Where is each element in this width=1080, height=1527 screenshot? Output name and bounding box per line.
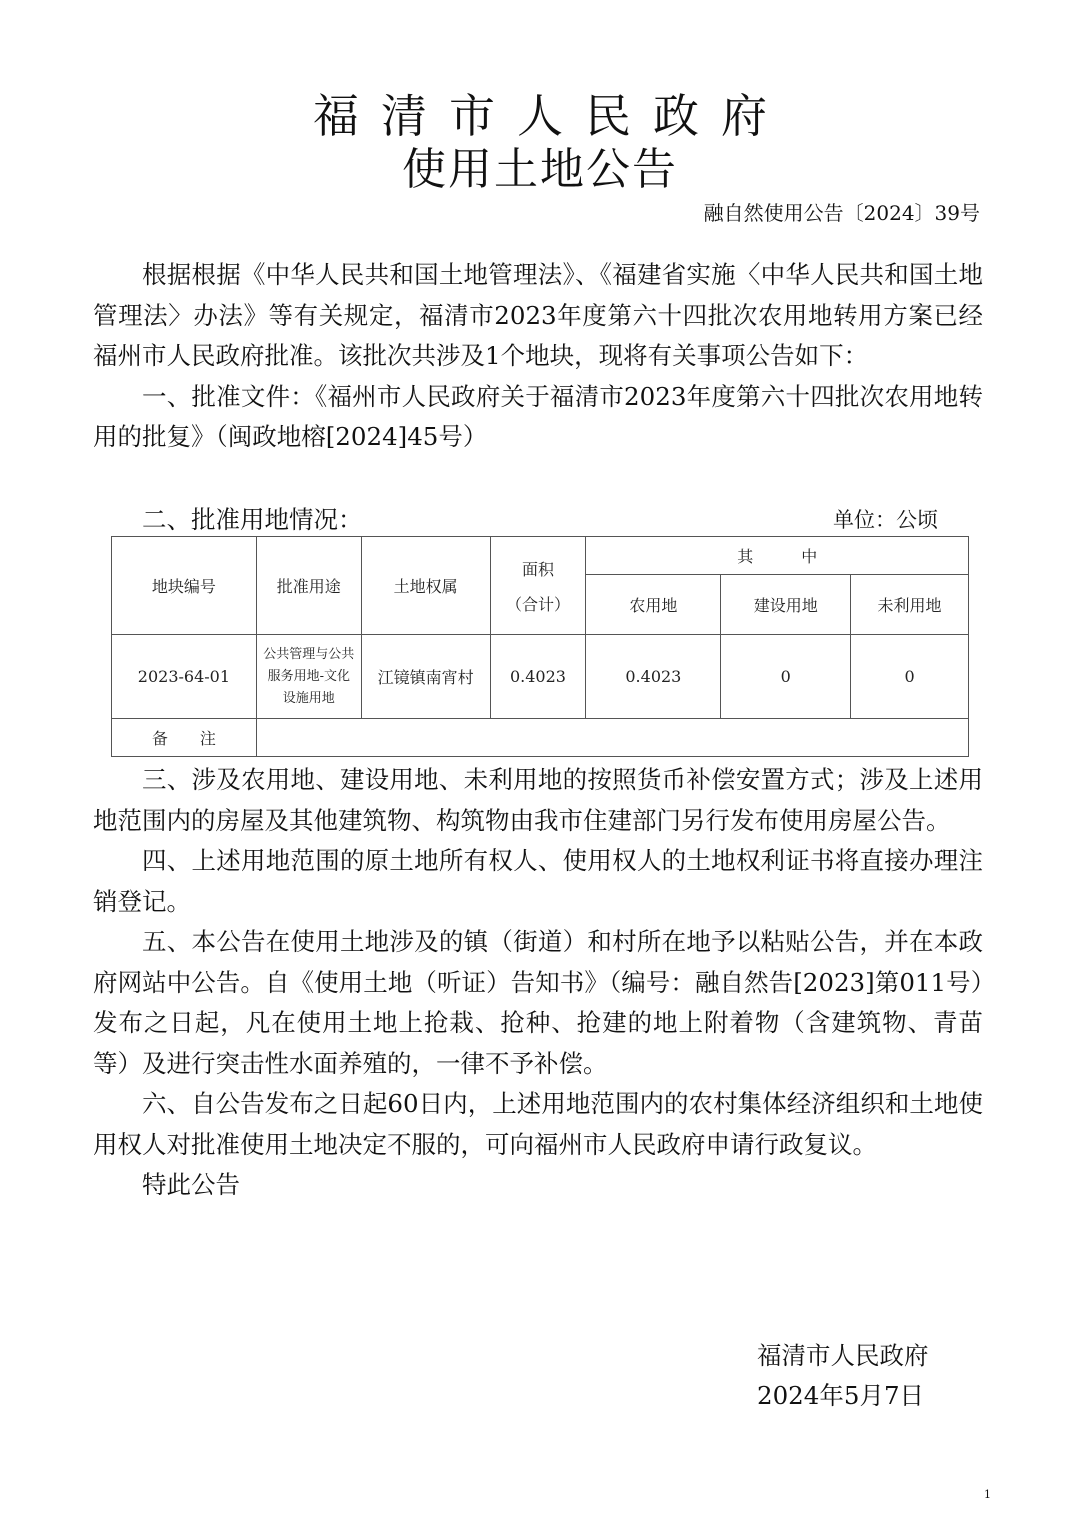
header-use: 批准用途 — [256, 537, 361, 635]
header-area-line2: （合计） — [505, 594, 570, 614]
section-1-paragraph: 一、批准文件：《福州市人民政府关于福清市2023年度第六十四批次农用地转用的批复》（闽政地榕[2024]45号） — [93, 381, 983, 451]
title-issuer: 福清市人民政府 — [313, 89, 789, 143]
signature-issuer: 福清市人民政府 — [757, 1341, 929, 1370]
table-row — [112, 635, 969, 719]
title-subject: 使用土地公告 — [402, 144, 678, 195]
unit-label: 单位：公顷 — [833, 508, 938, 532]
intro-paragraph: 根据根据《中华人民共和国土地管理法》、《福建省实施〈中华人民共和国土地管理法〉办法》等有关规定，福清市2023年度第六十四批次农用地转用方案已经福州市人民政府批准。该批次共涉及1个地块，现将有关事项公告如下： — [93, 260, 983, 370]
cell-farmland: 0.4023 — [586, 635, 721, 719]
section-4-paragraph: 四、上述用地范围的原土地所有权人、使用权人的土地权利证书将直接办理注销登记。 — [93, 846, 983, 916]
section-2-heading-row — [93, 502, 938, 538]
remarks-label: 备 注 — [112, 719, 257, 757]
header-farmland: 农用地 — [586, 575, 721, 635]
cell-use-text: 公共管理与公共服务用地-文化设施用地 — [263, 646, 355, 706]
signature-date: 2024年5月7日 — [757, 1381, 925, 1410]
body-bottom — [93, 760, 983, 1206]
header-parcel-id: 地块编号 — [112, 537, 257, 635]
section-2-label: 二、批准用地情况： — [142, 505, 363, 534]
cell-use — [256, 635, 361, 719]
header-area-line1: 面积 — [521, 559, 554, 579]
section-5-paragraph: 五、本公告在使用土地涉及的镇（街道）和村所在地予以粘贴公告，并在本政府网站中公告。自《使用土地（听证）告知书》（编号：融自然告[2023]第011号）发布之日起，凡在使用土地上抢栽、抢种、抢建的地上附着物（含建筑物、青苗等）及进行突击性水面养殖的，一律不予补偿。 — [93, 927, 983, 1078]
cell-parcel-id: 2023-64-01 — [112, 635, 257, 719]
remarks-value — [256, 719, 968, 757]
cell-area-total: 0.4023 — [490, 635, 586, 719]
cell-construction: 0 — [721, 635, 851, 719]
section-3-paragraph: 三、涉及农用地、建设用地、未利用地的按照货币补偿安置方式；涉及上述用地范围内的房屋及其他建筑物、构筑物由我市住建部门另行发布使用房屋公告。 — [93, 765, 983, 835]
header-ownership: 土地权属 — [361, 537, 490, 635]
table-header-row — [112, 537, 969, 575]
cell-ownership: 江镜镇南宵村 — [361, 635, 490, 719]
header-of-which: 其 中 — [586, 537, 969, 575]
closing-line: 特此公告 — [142, 1170, 240, 1199]
document-number: 融自然使用公告〔2024〕39号 — [703, 201, 980, 225]
cell-unused: 0 — [851, 635, 969, 719]
header-unused: 未利用地 — [851, 575, 969, 635]
remarks-row — [112, 719, 969, 757]
header-area — [490, 537, 586, 635]
land-table — [111, 536, 969, 757]
page-number: 1 — [984, 1488, 991, 1501]
section-6-paragraph: 六、自公告发布之日起60日内，上述用地范围内的农村集体经济组织和土地使用权人对批准使用土地决定不服的，可向福州市人民政府申请行政复议。 — [93, 1089, 983, 1159]
header-construction: 建设用地 — [721, 575, 851, 635]
body-top — [93, 255, 983, 458]
